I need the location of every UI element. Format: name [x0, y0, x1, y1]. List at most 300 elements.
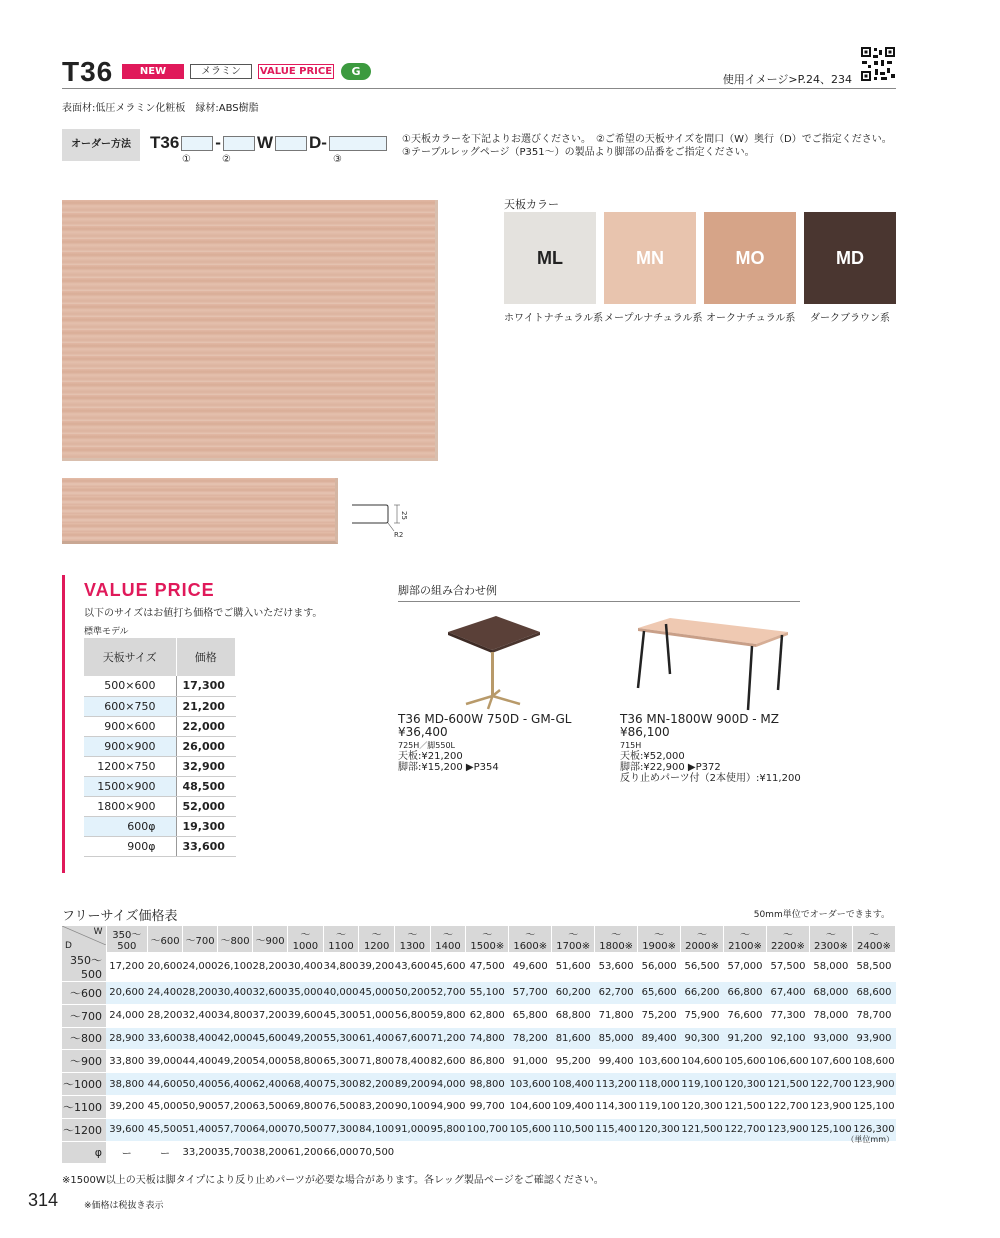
price-cell: 65,800	[509, 1004, 552, 1027]
value-price-title: VALUE PRICE	[84, 580, 215, 600]
size-cell: 900×900	[84, 736, 176, 756]
price-cell: 69,800	[288, 1095, 324, 1118]
price-cell: 62,400	[253, 1073, 288, 1096]
depth-row	[62, 1095, 896, 1118]
value-price-row	[84, 676, 236, 696]
price-cell: 113,200	[595, 1073, 638, 1096]
price-cell	[430, 1141, 466, 1164]
order-code-prefix: T36	[150, 133, 180, 152]
price-cell: 68,000	[809, 982, 852, 1005]
width-column-header: 〜1800※	[595, 926, 638, 952]
price-cell: 49,200	[288, 1027, 324, 1050]
price-cell: 84,100	[359, 1118, 395, 1141]
profile-height-label: 25	[400, 511, 408, 520]
combo-size: 725H／脚550L	[398, 741, 456, 750]
combo-detail: 天板:¥52,000	[620, 751, 685, 762]
width-column-header: 〜800	[218, 926, 253, 952]
price-cell: 104,600	[681, 1050, 724, 1073]
price-cell	[595, 1141, 638, 1164]
price-cell: 56,800	[395, 1004, 431, 1027]
price-cell: 100,700	[466, 1118, 509, 1141]
width-box	[223, 136, 255, 151]
price-cell: 51,600	[552, 952, 595, 982]
price-cell	[766, 1141, 809, 1164]
size-cell: 900×600	[84, 716, 176, 736]
price-cell: 39,600	[288, 1004, 324, 1027]
price-cell: 17,300	[176, 676, 236, 696]
combo-name: T36 MN-1800W 900D - MZ	[620, 712, 779, 726]
depth-cell: 350〜500	[62, 952, 106, 982]
price-cell: 43,600	[395, 952, 431, 982]
price-cell: 30,400	[218, 982, 253, 1005]
material-spec: 表面材:低圧メラミン化粧板 縁材:ABS樹脂	[62, 103, 259, 114]
new-tag: NEW	[122, 64, 184, 79]
free-size-footnote: ※1500W以上の天板は脚タイプにより反り止めパーツが必要な場合があります。各レッグ製品ページをご確認ください。	[62, 1175, 604, 1186]
color-swatch-md: MD	[804, 212, 896, 304]
price-cell: 49,600	[509, 952, 552, 982]
price-cell: 121,500	[724, 1095, 767, 1118]
price-cell: 123,900	[852, 1073, 895, 1096]
price-cell: 26,100	[218, 952, 253, 982]
price-cell: 52,700	[430, 982, 466, 1005]
width-column-header: 〜2100※	[724, 926, 767, 952]
price-cell: 77,300	[323, 1118, 359, 1141]
price-cell: 33,200	[183, 1141, 218, 1164]
price-cell: 108,400	[552, 1073, 595, 1096]
value-price-row	[84, 756, 236, 776]
price-cell: ー	[106, 1141, 148, 1164]
width-column-header: 〜1300	[395, 926, 431, 952]
price-cell: 56,500	[681, 952, 724, 982]
width-column-header: 〜1600※	[509, 926, 552, 952]
value-price-row	[84, 696, 236, 716]
price-cell: 28,200	[183, 982, 218, 1005]
size-cell: 1200×750	[84, 756, 176, 776]
combo-example-1	[398, 713, 571, 773]
price-cell: 45,300	[323, 1004, 359, 1027]
price-cell: 51,000	[359, 1004, 395, 1027]
depth-row	[62, 1050, 896, 1073]
order-notes	[402, 133, 892, 159]
price-cell: 57,700	[218, 1118, 253, 1141]
price-cell: 82,600	[430, 1050, 466, 1073]
price-cell: 125,100	[852, 1095, 895, 1118]
free-size-title: フリーサイズ価格表	[62, 909, 178, 924]
price-cell: 47,500	[466, 952, 509, 982]
unit-label: （単位mm）	[846, 1135, 894, 1144]
green-mark-icon: G	[341, 63, 371, 80]
combo-example-2	[620, 713, 801, 784]
tabletop-photo	[62, 200, 438, 461]
price-cell: 42,000	[218, 1027, 253, 1050]
size-cell: 900φ	[84, 836, 176, 856]
price-cell: 39,200	[106, 1095, 148, 1118]
price-cell: 32,600	[253, 982, 288, 1005]
usage-image-reference: 使用イメージ>P.24、234	[722, 73, 852, 86]
price-cell: 94,900	[430, 1095, 466, 1118]
price-cell: 107,600	[809, 1050, 852, 1073]
order-step-2: ②	[222, 154, 231, 165]
price-cell: 90,300	[681, 1027, 724, 1050]
price-cell: 17,200	[106, 952, 148, 982]
price-cell: 48,500	[176, 776, 236, 796]
price-cell: 120,300	[681, 1095, 724, 1118]
value-price-row	[84, 776, 236, 796]
price-cell: 20,600	[106, 982, 148, 1005]
price-cell: 61,400	[359, 1027, 395, 1050]
price-cell	[638, 1141, 681, 1164]
price-cell: 40,000	[323, 982, 359, 1005]
value-price-row	[84, 736, 236, 756]
price-cell: 54,000	[253, 1050, 288, 1073]
value-price-row	[84, 716, 236, 736]
price-cell: 28,900	[106, 1027, 148, 1050]
price-cell: 21,200	[176, 696, 236, 716]
order-step-1: ①	[182, 154, 191, 165]
price-cell: 45,500	[148, 1118, 183, 1141]
price-cell	[724, 1141, 767, 1164]
size-cell: 1500×900	[84, 776, 176, 796]
depth-row	[62, 1027, 896, 1050]
price-cell: 106,600	[766, 1050, 809, 1073]
price-cell: 62,700	[595, 982, 638, 1005]
depth-cell: 〜700	[62, 1004, 106, 1027]
price-cell: 76,500	[323, 1095, 359, 1118]
price-cell: 123,900	[766, 1118, 809, 1141]
color-swatch-ml: ML	[504, 212, 596, 304]
price-cell: 55,300	[323, 1027, 359, 1050]
depth-cell: 〜800	[62, 1027, 106, 1050]
combo-detail: 反り止めパーツ付（2本使用）:¥11,200	[620, 773, 801, 784]
price-cell: 90,100	[395, 1095, 431, 1118]
price-cell: 64,000	[253, 1118, 288, 1141]
width-column-header: 350〜500	[106, 926, 148, 952]
price-cell: 24,400	[148, 982, 183, 1005]
depth-row	[62, 1073, 896, 1096]
color-label: メープルナチュラル系	[604, 313, 703, 324]
square-table-illustration	[436, 612, 546, 712]
order-separator: -	[215, 133, 221, 152]
price-cell: 38,200	[253, 1141, 288, 1164]
price-cell: 38,800	[106, 1073, 148, 1096]
price-cell: 91,000	[395, 1118, 431, 1141]
price-cell: 32,400	[183, 1004, 218, 1027]
price-cell: 74,800	[466, 1027, 509, 1050]
combo-detail: 天板:¥21,200	[398, 751, 463, 762]
order-note: ③テーブルレッグページ（P351〜）の製品より脚部の品番をご指定ください。	[402, 147, 755, 158]
price-cell: 39,600	[106, 1118, 148, 1141]
price-cell: 103,600	[638, 1050, 681, 1073]
price-cell: 119,100	[681, 1073, 724, 1096]
order-note: ①天板カラーを下記よりお選びください。 ②ご希望の天板サイズを間口（W）奥行（D）でご指定ください。	[402, 134, 892, 145]
width-column-header: 〜900	[253, 926, 288, 952]
price-cell: 45,600	[430, 952, 466, 982]
leg-combination-title: 脚部の組み合わせ例	[398, 584, 497, 597]
price-cell: 70,500	[288, 1118, 324, 1141]
price-cell: 121,500	[766, 1073, 809, 1096]
free-size-price-table	[62, 926, 896, 1164]
price-cell: 24,000	[183, 952, 218, 982]
price-cell: 63,500	[253, 1095, 288, 1118]
price-cell: 122,700	[766, 1095, 809, 1118]
price-cell: 49,200	[218, 1050, 253, 1073]
order-separator: -	[321, 133, 327, 152]
price-cell: 58,800	[288, 1050, 324, 1073]
price-cell: 45,000	[148, 1095, 183, 1118]
price-cell: 60,200	[552, 982, 595, 1005]
price-cell: 66,800	[724, 982, 767, 1005]
depth-letter: D	[309, 133, 322, 152]
width-column-header: 〜1400	[430, 926, 466, 952]
price-cell: 66,000	[323, 1141, 359, 1164]
price-cell: 56,400	[218, 1073, 253, 1096]
combo-name: T36 MD-600W 750D - GM-GL	[398, 712, 572, 726]
top-color-title: 天板カラー	[504, 198, 559, 211]
price-cell	[552, 1141, 595, 1164]
price-cell: 78,200	[509, 1027, 552, 1050]
price-cell: 91,000	[509, 1050, 552, 1073]
price-cell: 53,600	[595, 952, 638, 982]
price-cell: 75,200	[638, 1004, 681, 1027]
price-cell: 57,700	[509, 982, 552, 1005]
price-cell: 114,300	[595, 1095, 638, 1118]
price-cell: 70,500	[359, 1141, 395, 1164]
free-size-note: 50mm単位でオーダーできます。	[753, 910, 890, 920]
price-cell: 123,900	[809, 1095, 852, 1118]
price-cell: 33,600	[148, 1027, 183, 1050]
depth-row	[62, 952, 896, 982]
price-cell	[395, 1141, 431, 1164]
price-cell: 55,100	[466, 982, 509, 1005]
price-cell	[681, 1141, 724, 1164]
price-cell: 30,400	[288, 952, 324, 982]
price-cell: 35,700	[218, 1141, 253, 1164]
price-cell: 98,800	[466, 1073, 509, 1096]
combo-rule	[398, 601, 800, 602]
price-cell: 22,000	[176, 716, 236, 736]
price-cell: 78,700	[852, 1004, 895, 1027]
size-cell: 500×600	[84, 676, 176, 696]
price-cell: 118,000	[638, 1073, 681, 1096]
price-cell: 120,300	[724, 1073, 767, 1096]
color-swatch-mn: MN	[604, 212, 696, 304]
price-cell: 93,900	[852, 1027, 895, 1050]
price-cell: 34,800	[323, 952, 359, 982]
order-method-label: オーダー方法	[62, 129, 140, 161]
price-cell: 78,000	[809, 1004, 852, 1027]
price-cell: 122,700	[724, 1118, 767, 1141]
width-column-header: 〜700	[183, 926, 218, 952]
width-column-header: 〜2000※	[681, 926, 724, 952]
price-cell: 52,000	[176, 796, 236, 816]
price-cell: 110,500	[552, 1118, 595, 1141]
depth-cell: 〜900	[62, 1050, 106, 1073]
price-cell: 19,300	[176, 816, 236, 836]
page-number: 314	[28, 1190, 59, 1210]
price-cell: 67,600	[395, 1027, 431, 1050]
width-column-header: 〜600	[148, 926, 183, 952]
price-cell: 67,400	[766, 982, 809, 1005]
order-step-3: ③	[333, 154, 342, 165]
price-cell: 20,600	[148, 952, 183, 982]
combo-detail: 脚部:¥22,900 ▶P372	[620, 762, 721, 773]
price-cell: 99,700	[466, 1095, 509, 1118]
price-cell: 99,400	[595, 1050, 638, 1073]
combo-size: 715H	[620, 741, 642, 750]
width-column-header: 〜1500※	[466, 926, 509, 952]
price-cell: 95,800	[430, 1118, 466, 1141]
price-cell: 39,000	[148, 1050, 183, 1073]
price-cell: 50,900	[183, 1095, 218, 1118]
width-column-header: 〜1200	[359, 926, 395, 952]
value-price-accent-bar	[62, 575, 65, 873]
value-price-row	[84, 796, 236, 816]
depth-cell: 〜1200	[62, 1118, 106, 1141]
size-cell: 1800×900	[84, 796, 176, 816]
tax-note: ※価格は税抜き表示	[84, 1201, 164, 1211]
price-cell: 35,000	[288, 982, 324, 1005]
corner-d-label: D	[65, 941, 72, 951]
width-column-header: 〜2300※	[809, 926, 852, 952]
price-cell: 108,600	[852, 1050, 895, 1073]
price-cell: 38,400	[183, 1027, 218, 1050]
qr-code-icon	[860, 46, 896, 82]
price-cell: 28,200	[148, 1004, 183, 1027]
price-cell: 85,000	[595, 1027, 638, 1050]
rectangular-table-illustration	[630, 616, 790, 712]
price-cell: 76,600	[724, 1004, 767, 1027]
price-cell: 75,900	[681, 1004, 724, 1027]
melamine-tag: メラミン	[190, 64, 252, 79]
depth-row	[62, 1141, 896, 1164]
price-cell: 34,800	[218, 1004, 253, 1027]
price-cell: 33,600	[176, 836, 236, 856]
price-cell: 44,400	[183, 1050, 218, 1073]
depth-cell: 〜1100	[62, 1095, 106, 1118]
combo-price: ¥86,100	[620, 725, 670, 739]
price-cell: 71,800	[595, 1004, 638, 1027]
price-cell: 57,200	[218, 1095, 253, 1118]
price-cell: 45,600	[253, 1027, 288, 1050]
price-cell: 78,400	[395, 1050, 431, 1073]
price-cell: 32,900	[176, 756, 236, 776]
price-cell: 126,300	[852, 1118, 895, 1141]
width-column-header: 〜1000	[288, 926, 324, 952]
price-cell: 94,000	[430, 1073, 466, 1096]
price-cell: 95,200	[552, 1050, 595, 1073]
price-cell	[466, 1141, 509, 1164]
price-cell: 121,500	[681, 1118, 724, 1141]
price-cell: 77,300	[766, 1004, 809, 1027]
price-cell: 120,300	[638, 1118, 681, 1141]
price-cell: 37,200	[253, 1004, 288, 1027]
price-cell: 68,400	[288, 1073, 324, 1096]
tabletop-edge-photo	[62, 478, 338, 544]
price-cell: 89,400	[638, 1027, 681, 1050]
price-cell: 33,800	[106, 1050, 148, 1073]
price-cell: 81,600	[552, 1027, 595, 1050]
price-cell: 109,400	[552, 1095, 595, 1118]
price-cell: 93,000	[809, 1027, 852, 1050]
value-price-row	[84, 816, 236, 836]
price-cell: 82,200	[359, 1073, 395, 1096]
price-cell: ー	[148, 1141, 183, 1164]
price-cell: 83,200	[359, 1095, 395, 1118]
depth-cell: 〜1000	[62, 1073, 106, 1096]
price-cell: 57,000	[724, 952, 767, 982]
size-header: 天板サイズ	[84, 638, 176, 676]
price-cell: 44,600	[148, 1073, 183, 1096]
width-column-header: 〜1900※	[638, 926, 681, 952]
price-cell: 66,200	[681, 982, 724, 1005]
width-column-header: 〜2400※	[852, 926, 895, 952]
profile-radius-label: R2	[394, 531, 404, 539]
price-cell: 75,300	[323, 1073, 359, 1096]
value-price-tag: VALUE PRICE	[259, 66, 333, 77]
price-cell: 68,800	[552, 1004, 595, 1027]
depth-cell: φ	[62, 1141, 106, 1164]
price-cell: 62,800	[466, 1004, 509, 1027]
color-label: オークナチュラル系	[706, 313, 796, 324]
price-cell: 86,800	[466, 1050, 509, 1073]
value-price-subtitle: 以下のサイズはお値打ち価格でご購入いただけます。	[84, 608, 323, 619]
price-cell: 24,000	[106, 1004, 148, 1027]
price-cell: 103,600	[509, 1073, 552, 1096]
price-header: 価格	[176, 638, 236, 676]
combo-detail: 脚部:¥15,200 ▶P354	[398, 762, 499, 773]
price-cell: 71,800	[359, 1050, 395, 1073]
width-column-header: 〜1700※	[552, 926, 595, 952]
depth-cell: 〜600	[62, 982, 106, 1005]
width-column-header: 〜2200※	[766, 926, 809, 952]
price-cell: 105,600	[509, 1118, 552, 1141]
width-letter: W	[256, 133, 274, 152]
price-cell: 58,000	[809, 952, 852, 982]
price-cell: 50,400	[183, 1073, 218, 1096]
price-cell: 115,400	[595, 1118, 638, 1141]
price-cell: 68,600	[852, 982, 895, 1005]
price-cell: 57,500	[766, 952, 809, 982]
price-cell: 61,200	[288, 1141, 324, 1164]
table-corner	[62, 926, 106, 952]
price-cell: 56,000	[638, 952, 681, 982]
price-cell: 58,500	[852, 952, 895, 982]
price-cell: 71,200	[430, 1027, 466, 1050]
corner-w-label: W	[93, 927, 103, 937]
price-cell: 91,200	[724, 1027, 767, 1050]
color-swatch-mo: MO	[704, 212, 796, 304]
value-price-row	[84, 836, 236, 856]
price-cell: 89,200	[395, 1073, 431, 1096]
size-cell: 600φ	[84, 816, 176, 836]
model-title: T36	[62, 56, 114, 87]
price-cell: 92,100	[766, 1027, 809, 1050]
price-cell: 50,200	[395, 982, 431, 1005]
price-cell: 51,400	[183, 1118, 218, 1141]
edge-profile-diagram	[350, 497, 420, 539]
depth-row	[62, 1004, 896, 1027]
color-label: ダークブラウン系	[810, 313, 890, 324]
price-cell: 39,200	[359, 952, 395, 982]
depth-row	[62, 1118, 896, 1141]
header-rule	[62, 88, 896, 89]
price-cell: 122,700	[809, 1073, 852, 1096]
price-cell: 45,000	[359, 982, 395, 1005]
price-cell: 104,600	[509, 1095, 552, 1118]
color-label: ホワイトナチュラル系	[504, 313, 604, 324]
depth-row	[62, 982, 896, 1005]
standard-model-label: 標準モデル	[84, 627, 129, 637]
